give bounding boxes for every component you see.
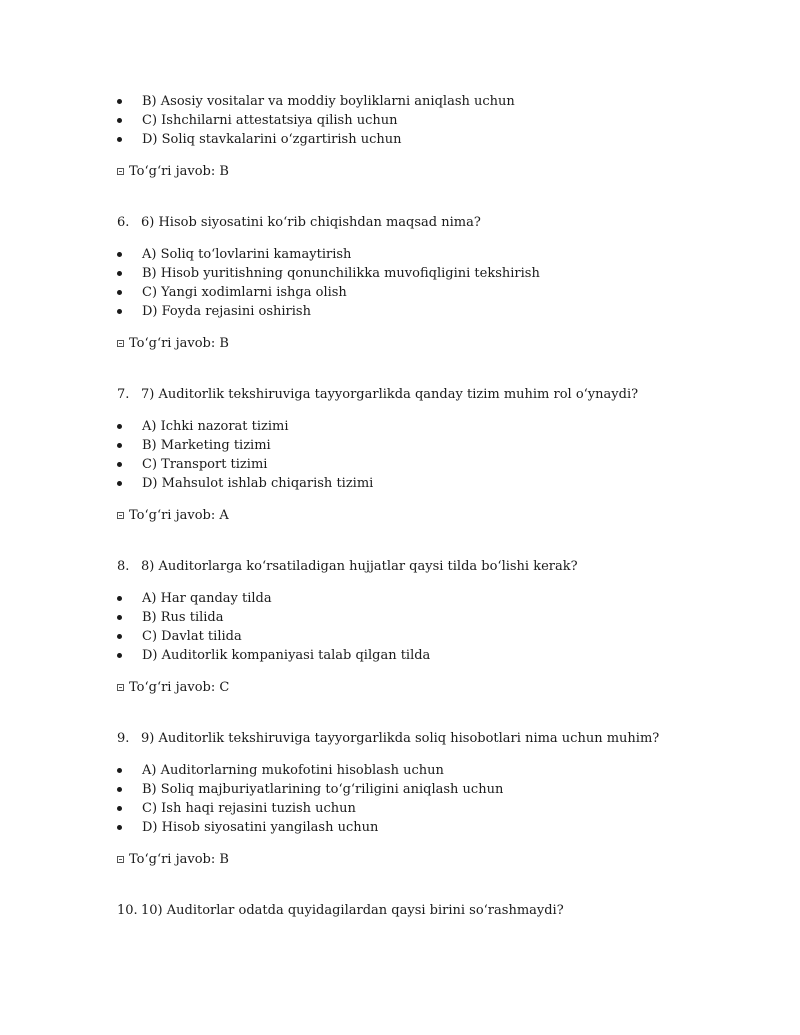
option-item (117, 608, 430, 627)
question-8-answer (117, 678, 229, 697)
option-item (117, 283, 540, 302)
bullet-icon (117, 252, 122, 257)
answer-checkbox-icon (117, 512, 124, 519)
option-text: A) Ichki nazorat tizimi (142, 419, 289, 434)
option-item (117, 436, 373, 455)
bullet-icon (117, 462, 122, 467)
option-item (117, 302, 540, 321)
question-number: 10. (117, 903, 138, 918)
question-text: 10) Auditorlar odatda quyidagilardan qaysi birini so‘rashmaydi? (141, 903, 564, 918)
question-7-answer (117, 506, 229, 525)
question-number: 6. (117, 215, 130, 230)
option-text: D) Soliq stavkalarini o‘zgartirish uchun (142, 132, 402, 147)
bullet-icon (117, 596, 122, 601)
bullet-icon (117, 787, 122, 792)
answer-checkbox-icon (117, 340, 124, 347)
option-item (117, 455, 373, 474)
question-8 (117, 557, 578, 576)
option-text: B) Rus tilida (142, 610, 224, 625)
question-9 (117, 729, 659, 748)
question-9-answer (117, 850, 229, 869)
question-8-options (117, 589, 430, 665)
option-item (117, 417, 373, 436)
option-item (117, 264, 540, 283)
option-text: B) Hisob yuritishning qonunchilikka muvofiqligini tekshirish (142, 266, 540, 281)
question-10 (117, 901, 564, 920)
option-item (117, 245, 540, 264)
question-5-answer (117, 162, 229, 181)
question-number: 8. (117, 559, 130, 574)
answer-text: To‘g‘ri javob: B (129, 164, 229, 179)
question-6-answer (117, 334, 229, 353)
question-6-options (117, 245, 540, 321)
option-text: C) Ish haqi rejasini tuzish uchun (142, 801, 356, 816)
answer-text: To‘g‘ri javob: A (129, 508, 229, 523)
option-item (117, 111, 515, 130)
option-item (117, 761, 503, 780)
bullet-icon (117, 309, 122, 314)
answer-text: To‘g‘ri javob: B (129, 852, 229, 867)
bullet-icon (117, 634, 122, 639)
answer-checkbox-icon (117, 684, 124, 691)
question-7 (117, 385, 638, 404)
question-6 (117, 213, 481, 232)
answer-text: To‘g‘ri javob: C (129, 680, 230, 695)
answer-checkbox-icon (117, 856, 124, 863)
question-9-options (117, 761, 503, 837)
question-number: 7. (117, 387, 130, 402)
bullet-icon (117, 825, 122, 830)
bullet-icon (117, 481, 122, 486)
option-item (117, 130, 515, 149)
option-text: A) Har qanday tilda (142, 591, 272, 606)
option-text: D) Hisob siyosatini yangilash uchun (142, 820, 379, 835)
option-item (117, 92, 515, 111)
question-text: 7) Auditorlik tekshiruviga tayyorgarlikda qanday tizim muhim rol o‘ynaydi? (141, 387, 639, 402)
bullet-icon (117, 768, 122, 773)
option-text: B) Soliq majburiyatlarining to‘g‘riligini aniqlash uchun (142, 782, 504, 797)
option-item (117, 780, 503, 799)
option-text: C) Davlat tilida (142, 629, 242, 644)
option-text: D) Auditorlik kompaniyasi talab qilgan tilda (142, 648, 431, 663)
question-7-options (117, 417, 373, 493)
option-item (117, 799, 503, 818)
option-text: C) Ishchilarni attestatsiya qilish uchun (142, 113, 398, 128)
bullet-icon (117, 806, 122, 811)
option-item (117, 589, 430, 608)
option-item (117, 627, 430, 646)
question-text: 6) Hisob siyosatini ko‘rib chiqishdan maqsad nima? (141, 215, 481, 230)
option-text: D) Mahsulot ishlab chiqarish tizimi (142, 476, 374, 491)
answer-text: To‘g‘ri javob: B (129, 336, 229, 351)
bullet-icon (117, 424, 122, 429)
option-item (117, 474, 373, 493)
bullet-icon (117, 653, 122, 658)
option-text: B) Marketing tizimi (142, 438, 271, 453)
bullet-icon (117, 137, 122, 142)
question-5-options (117, 92, 515, 149)
bullet-icon (117, 271, 122, 276)
bullet-icon (117, 615, 122, 620)
question-text: 9) Auditorlik tekshiruviga tayyorgarlikda soliq hisobotlari nima uchun muhim? (141, 731, 660, 746)
option-text: A) Soliq to‘lovlarini kamaytirish (142, 247, 352, 262)
answer-checkbox-icon (117, 168, 124, 175)
bullet-icon (117, 99, 122, 104)
bullet-icon (117, 443, 122, 448)
option-text: C) Yangi xodimlarni ishga olish (142, 285, 347, 300)
option-text: B) Asosiy vositalar va moddiy boyliklarni aniqlash uchun (142, 94, 515, 109)
option-text: C) Transport tizimi (142, 457, 268, 472)
question-number: 9. (117, 731, 130, 746)
option-text: D) Foyda rejasini oshirish (142, 304, 311, 319)
option-text: A) Auditorlarning mukofotini hisoblash uchun (142, 763, 444, 778)
option-item (117, 818, 503, 837)
bullet-icon (117, 118, 122, 123)
question-text: 8) Auditorlarga ko‘rsatiladigan hujjatlar qaysi tilda bo‘lishi kerak? (141, 559, 578, 574)
option-item (117, 646, 430, 665)
bullet-icon (117, 290, 122, 295)
